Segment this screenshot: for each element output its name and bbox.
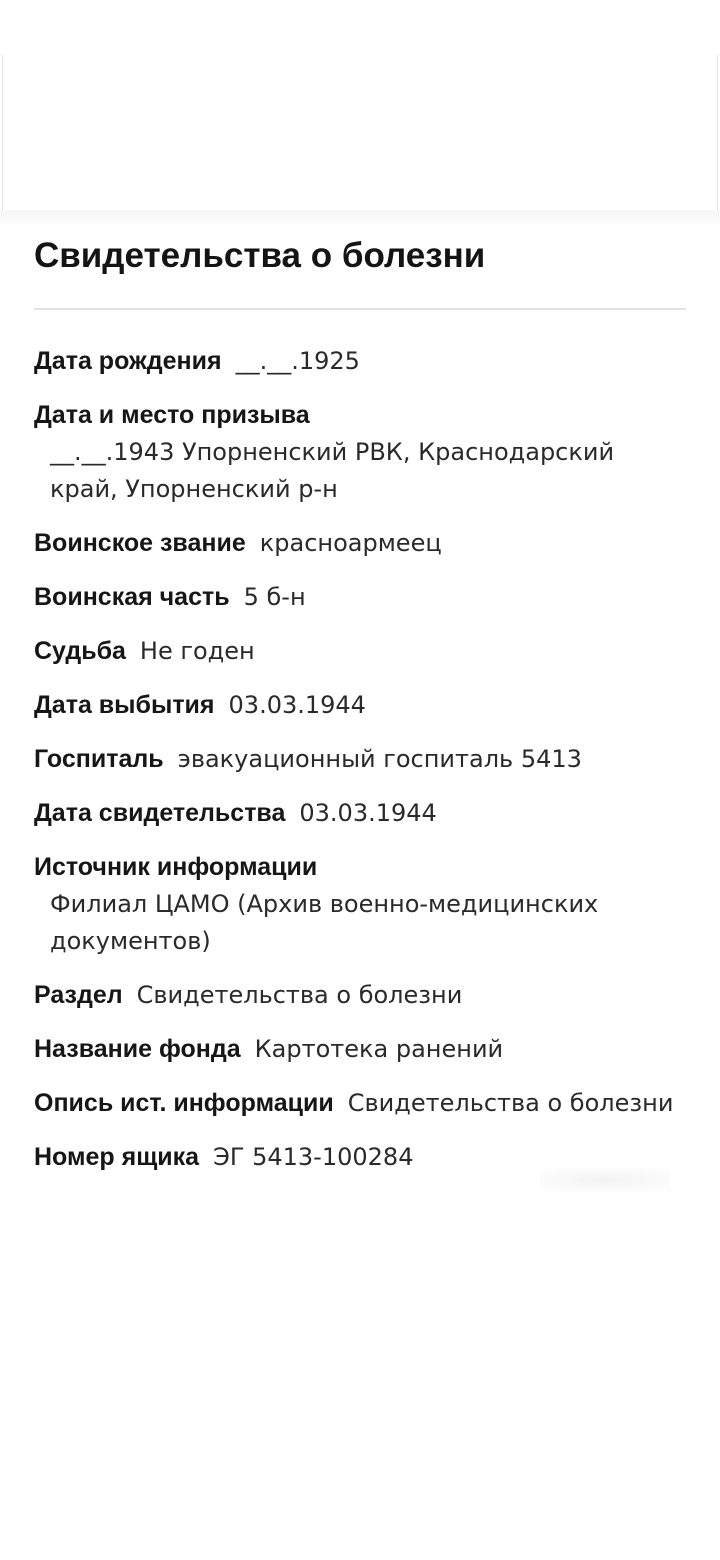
field-label: Раздел [34, 981, 123, 1009]
field-label: Воинское звание [34, 529, 246, 557]
record-fields [34, 342, 686, 1192]
field-value: ЭГ 5413-100284 [213, 1143, 414, 1171]
field-label: Воинская часть [34, 583, 230, 611]
title-divider [34, 308, 686, 310]
field-value: 5 б-н [243, 583, 306, 611]
field-value: 03.03.1944 [299, 799, 437, 827]
field-departure-date [34, 686, 686, 724]
field-military-rank [34, 524, 686, 562]
field-fate [34, 632, 686, 670]
field-label: Дата рождения [34, 347, 222, 375]
field-label: Судьба [34, 637, 126, 665]
field-value: красноармеец [259, 529, 442, 557]
field-label: Опись ист. информации [34, 1089, 334, 1117]
field-certificate-date [34, 794, 686, 832]
field-value: __.__.1943 Упорненский РВК, Краснодарский край, Упорненский р-н [50, 438, 615, 503]
field-inventory [34, 1084, 686, 1122]
field-label: Источник информации [34, 853, 318, 881]
field-label: Дата выбытия [34, 691, 215, 719]
card-top-shadow [0, 210, 720, 228]
field-value: эвакуационный госпиталь 5413 [177, 745, 582, 773]
field-conscription [34, 396, 686, 508]
field-value: Не годен [139, 637, 255, 665]
field-value: 03.03.1944 [228, 691, 366, 719]
field-hospital [34, 740, 686, 778]
record-card [0, 210, 720, 1476]
field-section [34, 976, 686, 1014]
field-value: Свидетельства о болезни [136, 981, 463, 1009]
field-value: Картотека ранений [254, 1035, 504, 1063]
field-source [34, 848, 686, 960]
field-value: Филиал ЦАМО (Архив военно-медицинских документов) [50, 890, 599, 955]
field-fund-name [34, 1030, 686, 1068]
card-fade-decoration [540, 1168, 670, 1192]
field-military-unit [34, 578, 686, 616]
field-label: Дата и место призыва [34, 401, 310, 429]
page-title: Свидетельства о болезни [34, 236, 486, 275]
field-value: Свидетельства о болезни [347, 1089, 674, 1117]
field-birth-date [34, 342, 686, 380]
field-label: Название фонда [34, 1035, 241, 1063]
field-label: Дата свидетельства [34, 799, 286, 827]
field-label: Номер ящика [34, 1143, 200, 1171]
field-value: __.__.1925 [235, 347, 360, 375]
field-label: Госпиталь [34, 745, 164, 773]
